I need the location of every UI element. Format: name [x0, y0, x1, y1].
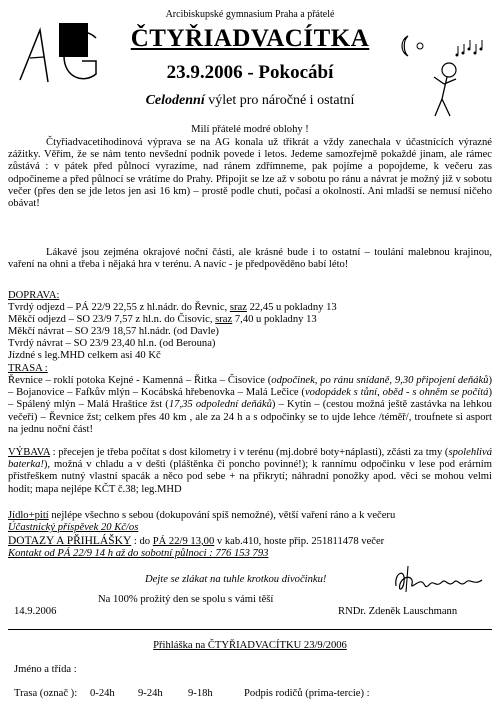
route-option[interactable]: 0-24h: [90, 688, 115, 699]
jidlo-line: Jídlo+pití nejlépe všechno s sebou (dokupování spíš nemožné), větší vaření ráno a k večeru: [8, 510, 396, 521]
hiker-illustration: [392, 22, 492, 122]
name-label: Jméno a třída :: [14, 664, 77, 675]
form-title: Přihláška na ČTYŘIADVACÍTKU 23/9/2006: [153, 640, 347, 651]
vybava-heading: VÝBAVA: [8, 447, 51, 458]
trasa-heading: TRASA :: [8, 363, 48, 374]
prispevek-line: Účastnický příspěvek 20 Kč/os: [8, 522, 139, 533]
separator-line: [8, 629, 492, 630]
doprava-line: Tvrdý odjezd – PÁ 22/9 22,55 z hl.nádr. do Řevnic, sraz 22,45 u pokladny 13: [8, 302, 337, 313]
vybava-paragraph: VÝBAVA : přecejen je třeba počítat s dost kilometry i v terénu (mj.dobré boty+náplasti), zčásti za tmy (spolehlivá baterka!), možná v chladu a v dešti (pláštěnka či poncho povinné!); k rannímu odpočinku v lese pod erárním přístřeškem nutný vlastní spacák a něco pod sebe + na přikrytí; náhradní ponožky apod. věci se mohou velmi hodit; mapa nejlépe KČT č.38; leg.MHD: [8, 447, 492, 495]
subtitle-bold: Celodenní: [145, 93, 205, 108]
date-line: 23.9.2006 - Pokocábí: [166, 62, 334, 83]
intro-paragraph-2: Lákavé jsou zejména okrajové noční části, ale krásné bude i to ostatní – toulání malebnou krajinou, vaření na ohni a třeba i nějaká hra v terénu. A navíc - je předpověděno babí léto!: [8, 247, 492, 271]
signature: [390, 562, 490, 598]
wish-line: Na 100% prožitý den se spolu s vámi těší: [98, 594, 274, 605]
issue-date: 14.9.2006: [14, 606, 57, 617]
greeting: Milí přátelé modré oblohy !: [191, 124, 309, 135]
doprava-line: Měkčí odjezd – SO 23/9 7,57 z hl.n. do Čisovic, sraz 7,40 u pokladny 13: [8, 314, 317, 325]
route-option[interactable]: 9-18h: [188, 688, 213, 699]
doprava-heading: DOPRAVA:: [8, 290, 60, 301]
author: RNDr. Zdeněk Lauschmann: [338, 606, 458, 617]
subtitle-rest: výlet pro náročné i ostatní: [204, 93, 355, 108]
intro-paragraph-1: Čtyřiadvacetihodinová výprava se na AG konala už třikrát a vždy zanechala v účastnících výrazné zážitky. Věřím, že se nám tento nevšední podnik povede i letos. Jedeme samozřejmě pokaždé jinam, ale rámec zůstává : v pátek před půlnocí vyrazíme, nad ránem zdřímneme, pak pojíme a popojdeme, k večeru zas odpočineme a před půlnocí se vrátíme do Prahy. Připojit se lze až v sobotu po ránu a návrat je možný již v sobotu večer (přes den se jde letos jen asi 16 km) – prostě podle chuti, počasí a okolností. Ani mladší se nemusí ničeho obávat!: [8, 137, 492, 210]
route-option[interactable]: 9-24h: [138, 688, 163, 699]
parent-signature-label: Podpis rodičů (prima-tercie) :: [244, 688, 370, 699]
doprava-line: Tvrdý návrat – SO 23/9 23,40 hl.n. (od Berouna): [8, 338, 216, 349]
org-line: Arcibiskupské gymnasium Praha a přátelé: [165, 9, 335, 20]
dotazy-line: DOTAZY A PŘIHLÁŠKY : do PÁ 22/9 13,00 v kab.410, hoste přip. 251811478 večer: [8, 535, 385, 547]
trasa-paragraph: Řevnice – roklí potoka Kejné - Kamenná – Řitka – Čisovice (odpočinek, po ránu snídaně, 9,30 připojení deňáků) – Bojanovice – Fafkův mlýn – Kocábská hřebenovka – Malá Lečice (vodopádek s tůní, oběd - s ohněm se počítá) – Spálený mlýn – Malá Hraštice žst (17,35 odpolední deňáků) – Kytín – (cestou možná ještě zastávka na lehkou večeři) – Řevnice žst; celkem přes 40 km , ale za 24 h a s odpočinky se to ujde lehce /téměř/, troufnete si asport na jednu noční část!: [8, 375, 492, 435]
dotazy-heading: DOTAZY A PŘIHLÁŠKY: [8, 535, 132, 547]
page-title: ČTYŘIADVACÍTKA: [130, 25, 370, 52]
doprava-line: Měkčí návrat – SO 23/9 18,57 hl.nádr. (od Davle): [8, 326, 219, 337]
fare-line: Jízdné s leg.MHD celkem asi 40 Kč: [8, 350, 161, 361]
route-label: Trasa (označ ):: [14, 688, 78, 699]
kontakt-line: Kontakt od PÁ 22/9 14 h až do sobotní půlnoci : 776 153 793: [8, 548, 269, 559]
slogan: Dejte se zlákat na tuhle krotkou divočinku!: [145, 574, 327, 585]
